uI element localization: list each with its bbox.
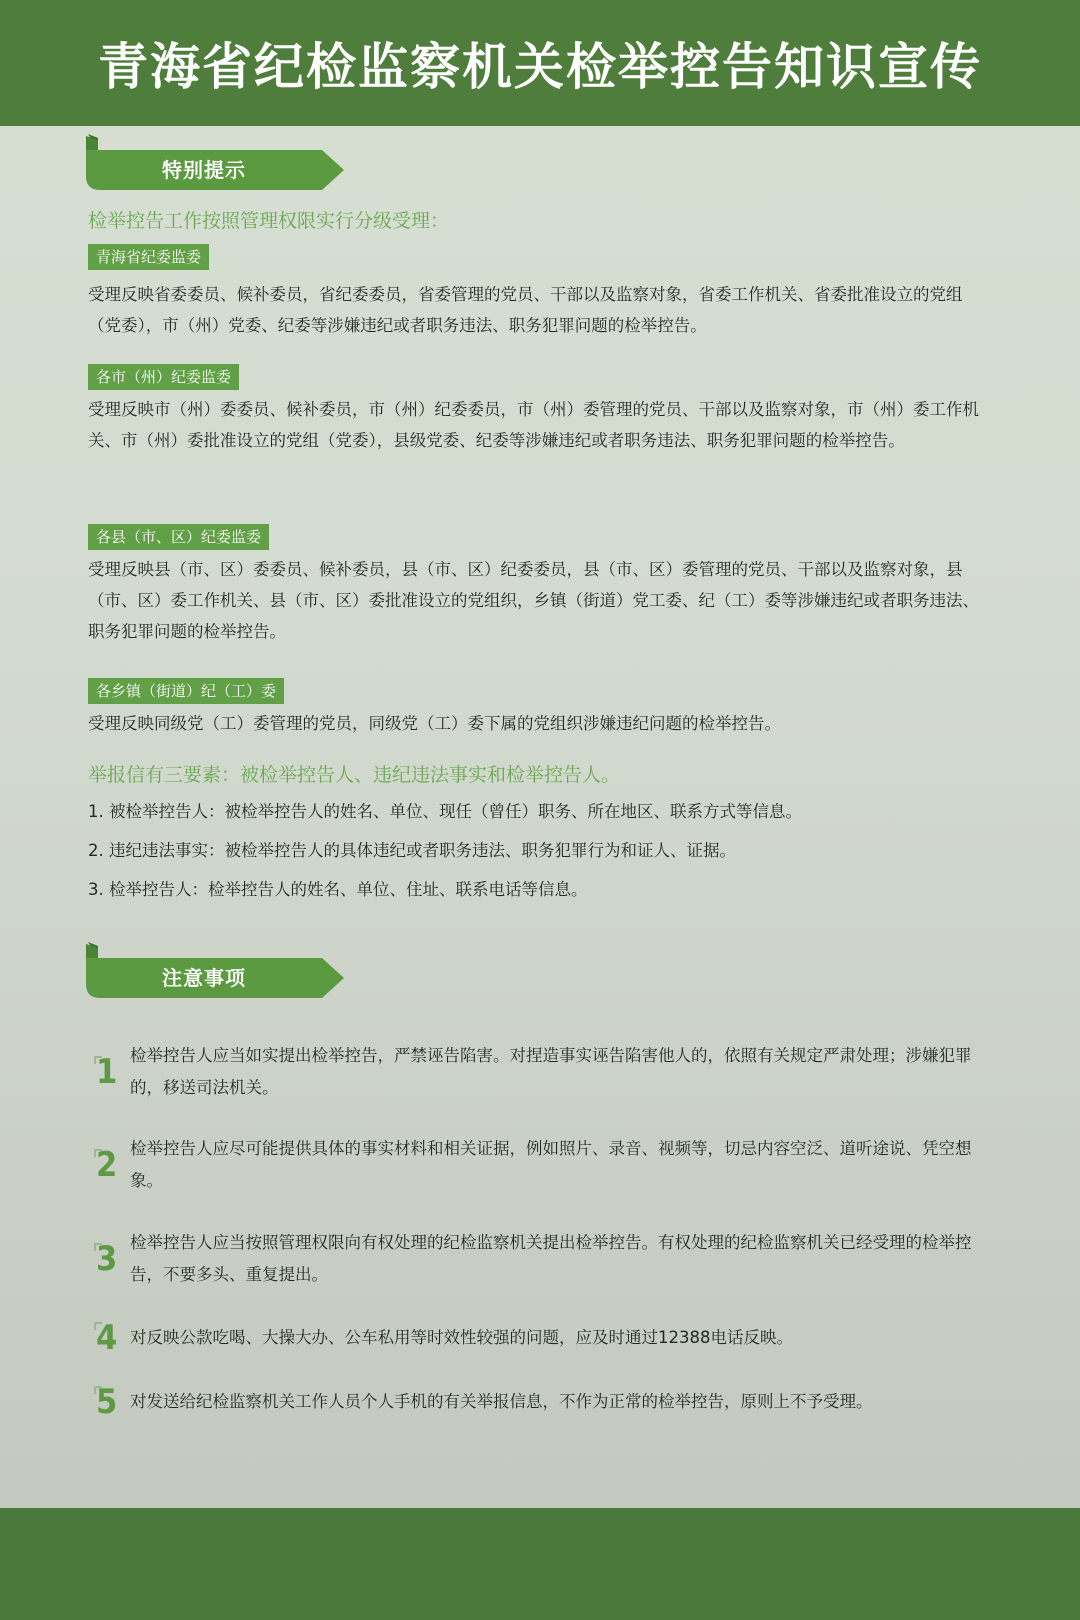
note-text: 检举控告人应当按照管理权限向有权处理的纪检监察机关提出检举控告。有权处理的纪检监察机关已经受理的检举控告，不要多头、重复提出。	[130, 1233, 972, 1284]
level-tag-county: 各县（市、区）纪委监委	[88, 524, 269, 550]
level-tag-city: 各市（州）纪委监委	[88, 364, 239, 390]
elements-heading: 举报信有三要素：被检举控告人、违纪违法事实和检举控告人。	[88, 764, 621, 786]
note-number: 4	[96, 1318, 122, 1358]
ribbon-label: 特别提示	[162, 158, 246, 182]
note-text: 检举控告人应尽可能提供具体的事实材料和相关证据，例如照片、录音、视频等，切忌内容空泛、道听途说、凭空想象。	[130, 1139, 972, 1190]
note-number: 3	[96, 1239, 122, 1279]
element-item-3: 3. 检举控告人：检举控告人的姓名、单位、住址、联系电话等信息。	[88, 880, 588, 899]
page-title: 青海省纪检监察机关检举控告知识宣传	[98, 38, 982, 96]
level-text-province: 受理反映省委委员、候补委员，省纪委委员，省委管理的党员、干部以及监察对象，省委工作机关、省委批准设立的党组（党委），市（州）党委、纪委等涉嫌违纪或者职务违法、职务犯罪问题的检举控告。	[88, 285, 963, 335]
level-text-county: 受理反映县（市、区）委委员、候补委员，县（市、区）纪委委员，县（市、区）委管理的党员、干部以及监察对象，县（市、区）委工作机关、县（市、区）委批准设立的党组织，乡镇（街道）党工委、纪（工）委等涉嫌违纪或者职务违法、职务犯罪问题的检举控告。	[88, 560, 979, 641]
note-number: 2	[96, 1145, 122, 1185]
note-number: 1	[96, 1052, 122, 1092]
page-footer	[0, 1508, 1080, 1620]
ribbon-notes	[86, 942, 346, 1002]
element-item-2: 2. 违纪违法事实：被检举控告人的具体违纪或者职务违法、职务犯罪行为和证人、证据。	[88, 841, 736, 860]
note-text: 检举控告人应当如实提出检举控告，严禁诬告陷害。对捏造事实诬告陷害他人的，依照有关规定严肃处理；涉嫌犯罪的，移送司法机关。	[130, 1046, 972, 1097]
page-header	[0, 0, 1080, 126]
ribbon-special-notice	[86, 134, 346, 194]
level-text-township: 受理反映同级党（工）委管理的党员，同级党（工）委下属的党组织涉嫌违纪问题的检举控告。	[88, 714, 781, 733]
level-tag-province: 青海省纪委监委	[88, 244, 209, 270]
note-text: 对反映公款吃喝、大操大办、公车私用等时效性较强的问题，应及时通过12388电话反映。	[130, 1328, 793, 1347]
level-text-city: 受理反映市（州）委委员、候补委员，市（州）纪委委员，市（州）委管理的党员、干部以及监察对象，市（州）委工作机关、市（州）委批准设立的党组（党委），县级党委、纪委等涉嫌违纪或者职务违法、职务犯罪问题的检举控告。	[88, 400, 979, 450]
note-number: 5	[96, 1382, 122, 1422]
level-tag-township: 各乡镇（街道）纪（工）委	[88, 678, 284, 704]
note-text: 对发送给纪检监察机关工作人员个人手机的有关举报信息，不作为正常的检举控告，原则上不予受理。	[130, 1392, 873, 1411]
ribbon-label: 注意事项	[162, 966, 246, 990]
element-item-1: 1. 被检举控告人：被检举控告人的姓名、单位、现任（曾任）职务、所在地区、联系方式等信息。	[88, 802, 802, 821]
grading-heading: 检举控告工作按照管理权限实行分级受理：	[88, 210, 450, 232]
